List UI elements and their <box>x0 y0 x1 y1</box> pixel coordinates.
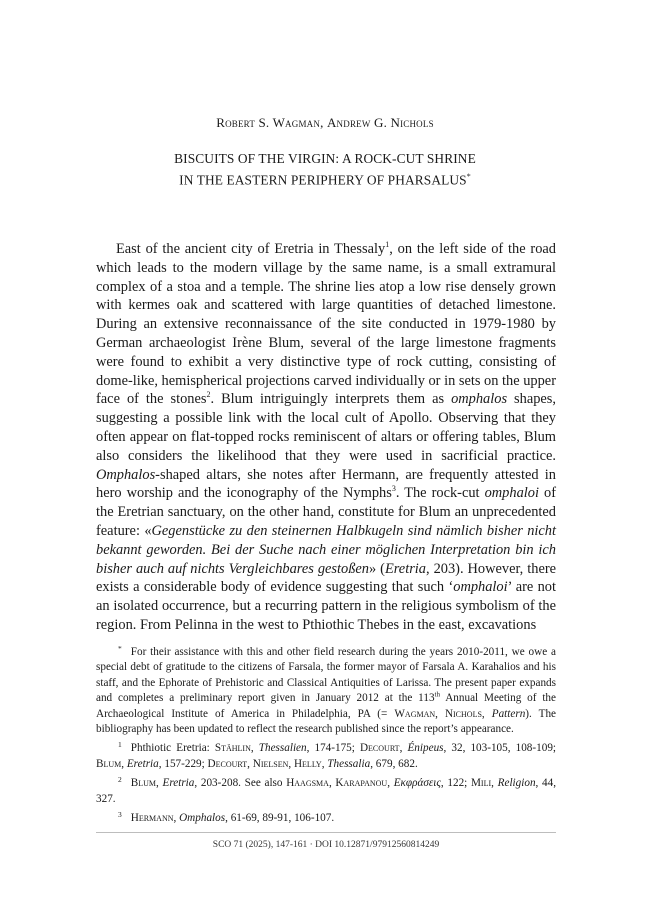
author-ref: Blum <box>130 777 156 790</box>
text-run: , 679, 682. <box>370 757 418 770</box>
text-run: For their assistance with this and other field research during the years 2010-2011, we owe a special debt of gratitude to the citizens of Farsala, the former mayor of Farsala A. Karahalios and his staff, and the Ephorate of Prehistoric and Classical Antiquities of Larissa. The present paper expands and completes a preliminary report given in January 2012 at the 113 <box>96 646 556 705</box>
title-line-2-text: IN THE EASTERN PERIPHERY OF PHARSALUS <box>179 172 467 188</box>
italic-term: omphalos <box>451 391 508 408</box>
text-run: Phthiotic Eretria: <box>130 742 215 755</box>
short-title: Εκφράσεις <box>393 777 441 790</box>
superscript: th <box>434 690 440 699</box>
author-ref: Haagsma, Karapanou <box>286 777 388 790</box>
text-run: , <box>121 757 127 770</box>
text-run: . Blum intriguingly interprets them as <box>210 391 452 408</box>
text-run: , 203). However, there exists a considerable body of evidence suggesting that such ‘ <box>96 560 557 596</box>
footnote <box>96 807 556 826</box>
text-run: shapes, suggesting a possible link with the local cult of Apollo. Observing that they often appear on flat-topped rocks reminiscent of altars or offering tables, Blum also considers the likelihood that they were used in sacrificial practice. <box>96 391 557 464</box>
short-title: Thessalia <box>327 757 371 770</box>
text-run: -shaped altars, she notes after Hermann, are frequently attested in hero worship and the iconography of the Nymphs <box>96 466 556 502</box>
footer-rule <box>96 832 556 833</box>
short-title: Énipeus <box>407 742 444 755</box>
short-title: Eretria <box>162 777 195 790</box>
text-run: , <box>173 812 180 825</box>
short-title: Pattern <box>491 707 526 720</box>
text-run: » ( <box>368 560 385 577</box>
author-separator: , <box>320 115 327 130</box>
short-title: Eretria <box>126 757 159 770</box>
author-line <box>0 115 650 131</box>
text-run: of the Eretrian sanctuary, on the other hand, constitute for Blum an unprecedented feature: « <box>96 485 556 539</box>
text-run: , 44, 327. <box>96 777 557 805</box>
italic-term: Eretria <box>384 560 426 577</box>
text-run: , <box>387 777 394 790</box>
paper-title <box>0 150 650 189</box>
italic-term: omphaloi <box>453 579 508 596</box>
title-line-2 <box>0 168 650 189</box>
text-run: , 122; <box>440 777 471 790</box>
text-run: ). The bibliography has been updated to reflect the research published since the report’s appearance. <box>96 707 557 736</box>
author-ref: Stählin <box>214 742 251 755</box>
footnote-mark: * <box>118 644 122 653</box>
footnote-mark: 3 <box>118 810 122 820</box>
short-title: Religion <box>497 777 536 790</box>
text-run: , 157-229; <box>158 757 208 770</box>
footnote-ref: 2 <box>206 390 211 400</box>
footnotes <box>96 641 556 826</box>
author-ref: Decourt, Nielsen, Helly <box>207 757 322 770</box>
author-name: Andrew G. Nichols <box>326 115 434 130</box>
author-ref: Hermann <box>130 812 174 825</box>
text-run: , on the left side of the road which leads to the modern village by the same name, is a small extramural complex of a stoa and a temple. The shrine lies atop a low rise densely grown with kermes oak and scattered with large quantities of detached limestone. During an extensive reconnaissance of the site conducted in 1979-1980 by German archaeologist Irène Blum, several of the large limestone fragments were found to exhibit a very distinctive type of rock cutting, consisting of dome-like, hemispherical projections carved individually or in sets on the upper face of the stones <box>96 241 556 408</box>
paragraph <box>96 240 556 635</box>
italic-quote: Gegenstücke zu den steinernen Halbkugeln sind nämlich bisher nicht bekannt geworden. Bei der Suche nach einer möglichen Interpretation bin ich bisher auch auf nichts Vergleichbares gestoßen <box>96 522 556 577</box>
body-text <box>96 240 556 635</box>
title-footnote-mark: * <box>466 172 471 181</box>
text-run: , <box>156 777 163 790</box>
text-run: , 203-208. See also <box>194 777 287 790</box>
author-ref: Decourt <box>359 742 400 755</box>
text-run: , 32, 103-105, 108-109; <box>443 742 557 755</box>
author-ref: Mili <box>470 777 492 790</box>
italic-term: omphaloi <box>484 485 539 502</box>
footnote-mark: 1 <box>118 740 122 750</box>
footnote-ref: 3 <box>391 484 396 494</box>
text-run: Annual Meeting of the Archaeological Institute of America in Philadelphia, PA (= <box>96 692 556 720</box>
footnote-ref: 1 <box>385 240 390 250</box>
text-run: , 61-69, 89-91, 106-107. <box>225 812 335 825</box>
text-run: , <box>481 707 492 720</box>
text-run: . The rock-cut <box>395 485 485 502</box>
italic-term: Omphalos <box>96 466 156 483</box>
author-ref: Blum <box>96 757 122 770</box>
text-run: , <box>399 742 408 755</box>
footnote <box>96 737 556 772</box>
text-run: , <box>491 777 498 790</box>
footer-citation: SCO 71 (2025), 147-161 · DOI 10.12871/97912560814249 <box>212 840 440 850</box>
text-run: , <box>321 757 328 770</box>
short-title: Thessalien <box>258 742 307 755</box>
text-run: , 174-175; <box>306 742 360 755</box>
author-name: Robert S. Wagman <box>216 115 321 130</box>
footnote-mark: 2 <box>118 775 122 785</box>
text-run: ’ are not an isolated occurrence, but a recurring pattern in the religious symbolism of the region. From Pelinna in the west to Pthiothic Thebes in the east, excavations <box>96 579 557 633</box>
short-title: Omphalos <box>179 812 226 825</box>
text-run: East of the ancient city of Eretria in Thessaly <box>116 241 386 257</box>
footnote <box>96 772 556 807</box>
text-run: , <box>250 742 259 755</box>
author-ref: Wagman, Nichols <box>394 707 482 720</box>
footnote <box>96 641 556 737</box>
title-line-1: BISCUITS OF THE VIRGIN: A ROCK-CUT SHRINE <box>174 151 476 166</box>
